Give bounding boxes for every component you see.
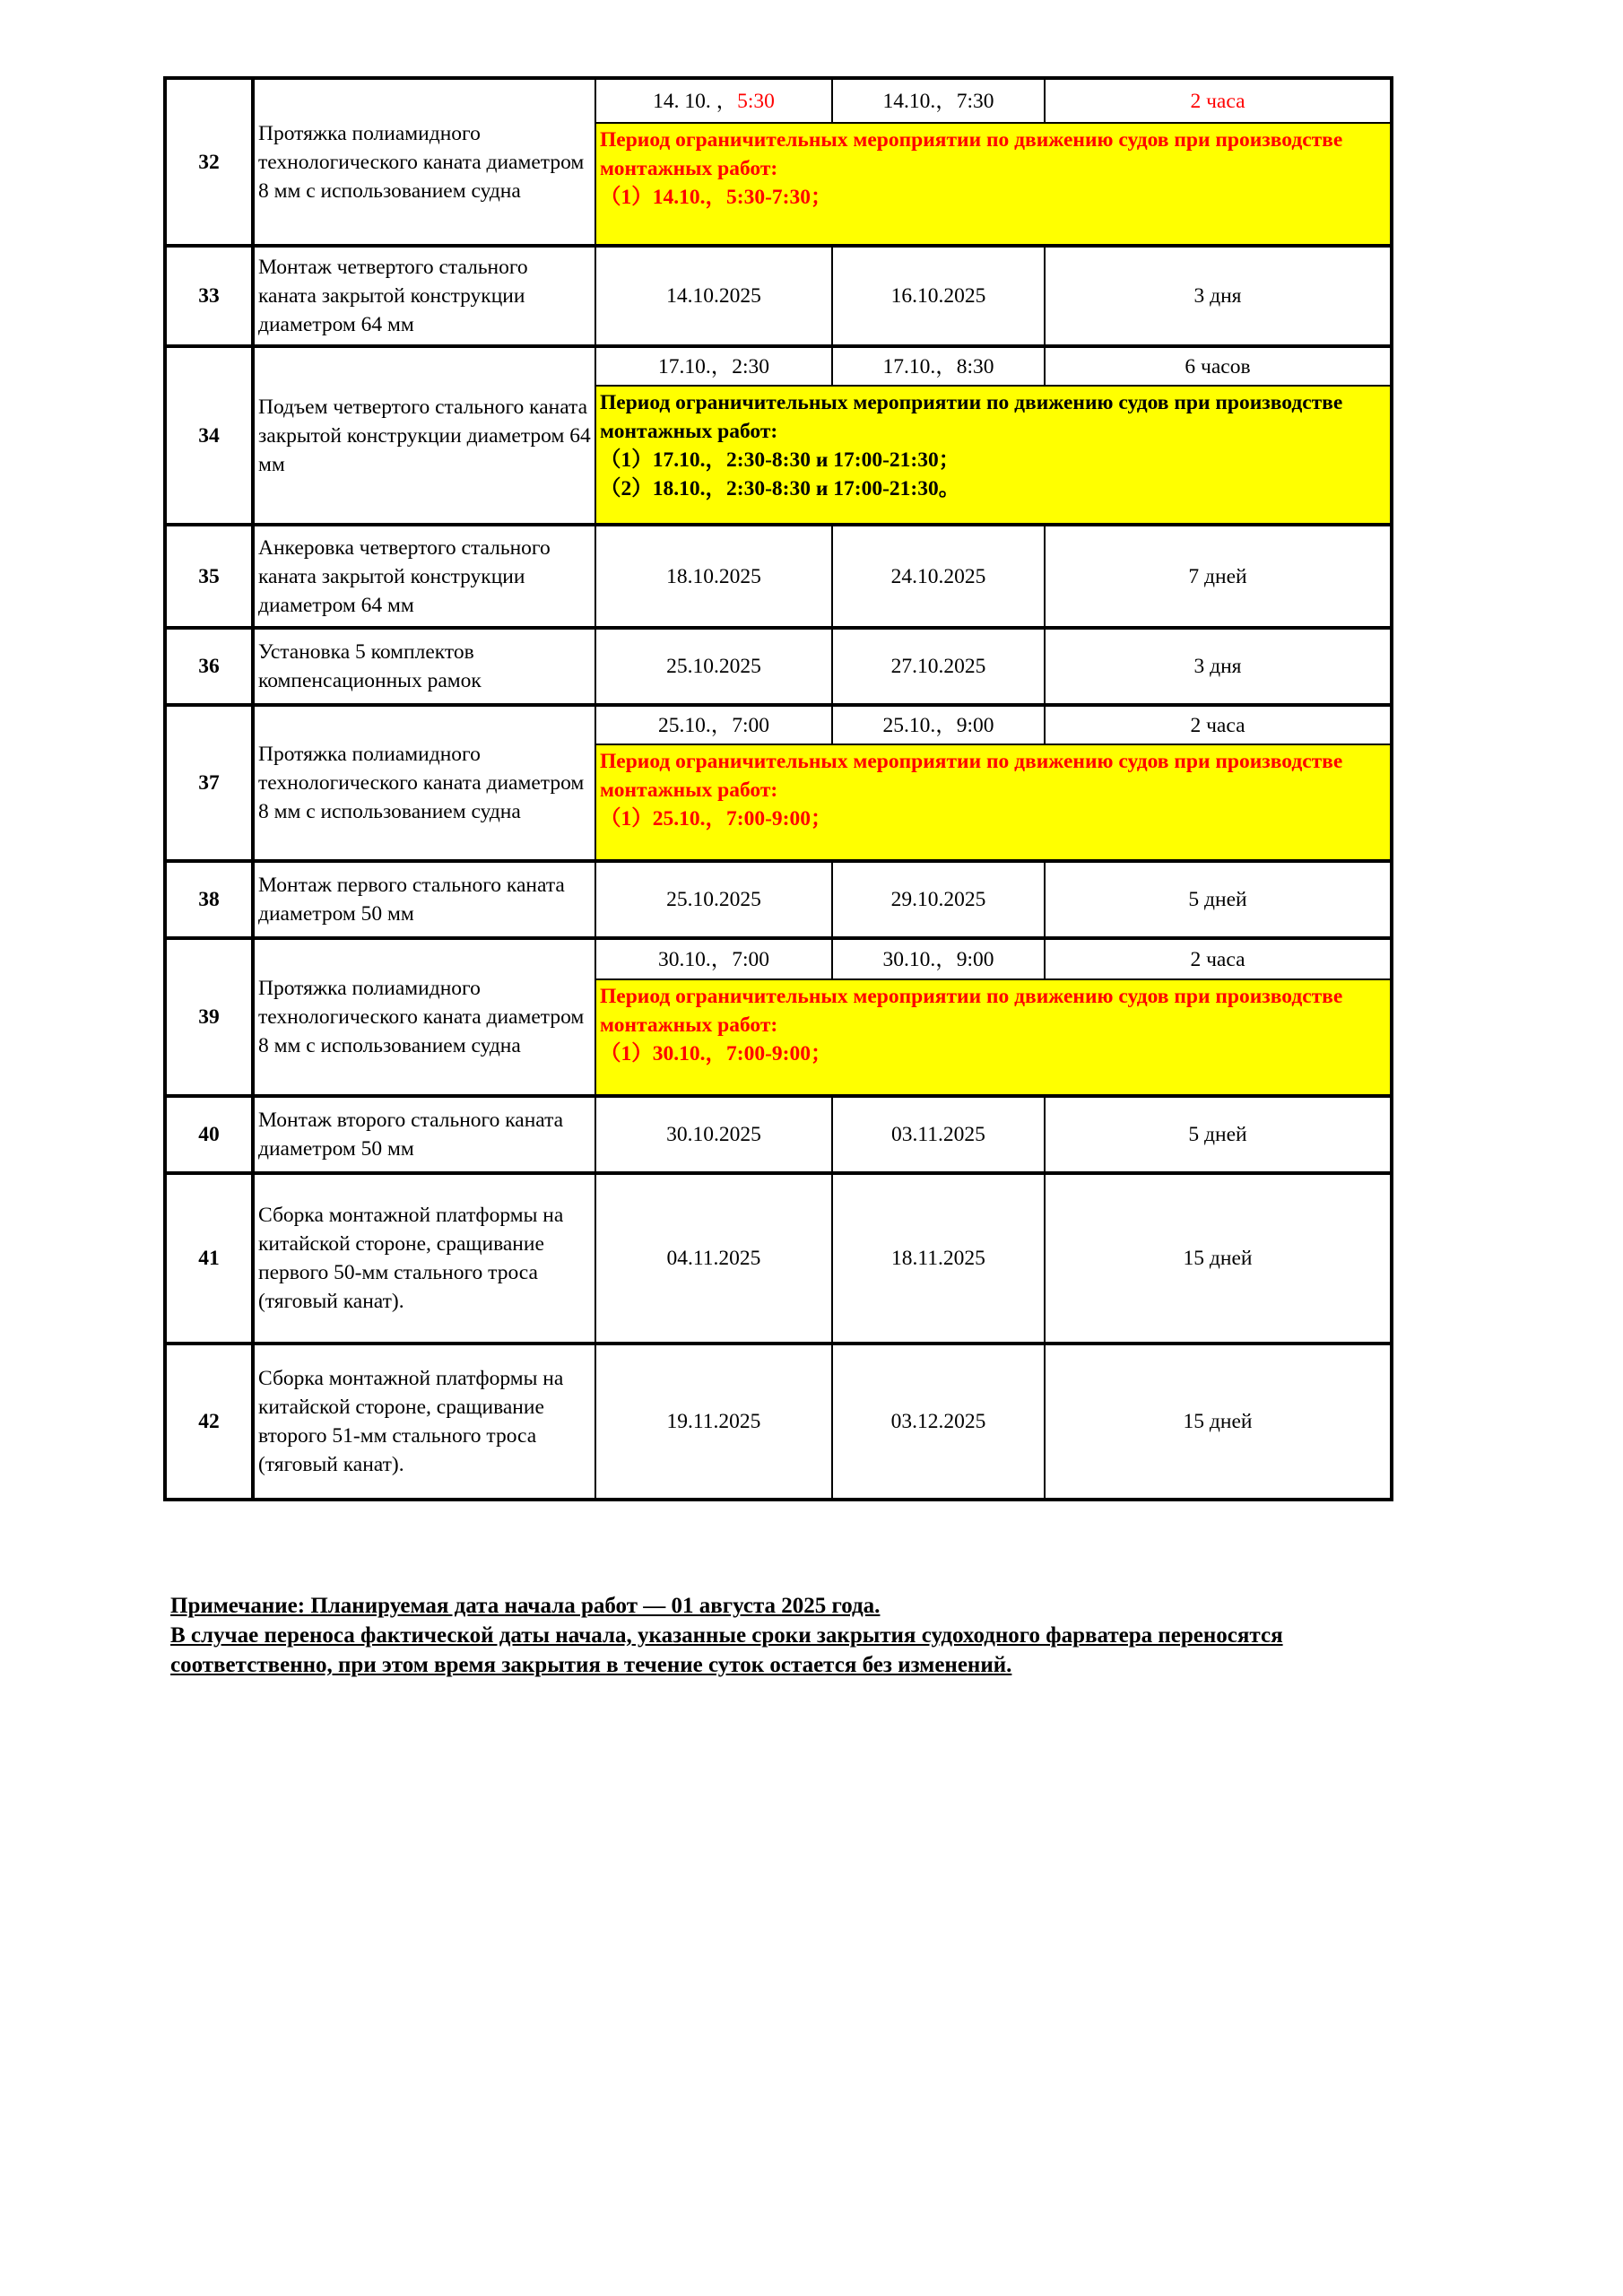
start-date: 30.10.2025	[595, 1096, 832, 1173]
row-number: 38	[165, 861, 253, 938]
task-description: Установка 5 комплектов компенсационных рамок	[253, 628, 595, 705]
task-description: Анкеровка четвертого стального каната закрытой конструкции диаметром 64 мм	[253, 525, 595, 628]
duration: 6 часов	[1045, 346, 1392, 386]
duration: 3 дня	[1045, 628, 1392, 705]
start-date: 19.11.2025	[595, 1344, 832, 1500]
row-number: 41	[165, 1173, 253, 1344]
task-description: Монтаж второго стального каната диаметром 50 мм	[253, 1096, 595, 1173]
row-number: 42	[165, 1344, 253, 1500]
start-date: 25.10.2025	[595, 628, 832, 705]
end-datetime: 14.10.，7:30	[832, 78, 1045, 123]
task-description: Протяжка полиамидного технологического каната диаметром 8 мм с использованием судна	[253, 705, 595, 861]
task-description: Сборка монтажной платформы на китайской стороне, сращивание второго 51-мм стального троса (тяговый канат).	[253, 1344, 595, 1500]
row-number: 35	[165, 525, 253, 628]
duration: 2 часа	[1045, 78, 1392, 123]
restriction-note	[595, 979, 1392, 1096]
restriction-title: Период ограничительных мероприятии по движению судов при производстве монтажных работ:	[600, 391, 1343, 443]
restriction-title: Период ограничительных мероприятии по движению судов при производстве монтажных работ:	[600, 985, 1343, 1037]
task-description: Монтаж четвертого стального каната закрытой конструкции диаметром 64 мм	[253, 246, 595, 346]
start-date: 18.10.2025	[595, 525, 832, 628]
restriction-note	[595, 123, 1392, 246]
end-date: 18.11.2025	[832, 1173, 1045, 1344]
row-number: 32	[165, 78, 253, 246]
task-description: Протяжка полиамидного технологического каната диаметром 8 мм с использованием судна	[253, 938, 595, 1096]
restriction-title: Период ограничительных мероприятии по движению судов при производстве монтажных работ:	[600, 128, 1343, 180]
end-date: 03.11.2025	[832, 1096, 1045, 1173]
restriction-note	[595, 386, 1392, 525]
restriction-period: （2）18.10.，2:30-8:30 и 17:00-21:30。	[600, 477, 960, 500]
duration: 2 часа	[1045, 705, 1392, 744]
end-date: 24.10.2025	[832, 525, 1045, 628]
restriction-period: （1）30.10.，7:00-9:00；	[600, 1042, 832, 1065]
end-datetime: 17.10.，8:30	[832, 346, 1045, 386]
restriction-title: Период ограничительных мероприятии по движению судов при производстве монтажных работ:	[600, 750, 1343, 802]
footnote-shift-rule: В случае переноса фактической даты начала, указанные сроки закрытия судоходного фарватера переносятся соответственно, при этом время закрытия в течение суток остается без изменений.	[170, 1623, 1283, 1677]
task-description: Монтаж первого стального каната диаметром 50 мм	[253, 861, 595, 938]
start-datetime: 25.10.，7:00	[595, 705, 832, 744]
restriction-period: （1）14.10.，5:30-7:30；	[600, 186, 832, 209]
end-datetime: 30.10.，9:00	[832, 938, 1045, 979]
start-date: 14.10.2025	[595, 246, 832, 346]
duration: 2 часа	[1045, 938, 1392, 979]
restriction-note	[595, 744, 1392, 861]
start-datetime: 14. 10. ，5:30	[595, 78, 832, 123]
end-date: 03.12.2025	[832, 1344, 1045, 1500]
end-datetime: 25.10.，9:00	[832, 705, 1045, 744]
footnote	[170, 1591, 1426, 1680]
duration: 5 дней	[1045, 1096, 1392, 1173]
row-number: 39	[165, 938, 253, 1096]
task-description: Сборка монтажной платформы на китайской стороне, сращивание первого 50-мм стального троса (тяговый канат).	[253, 1173, 595, 1344]
row-number: 33	[165, 246, 253, 346]
row-number: 36	[165, 628, 253, 705]
restriction-period: （1）25.10.，7:00-9:00；	[600, 807, 832, 831]
row-number: 40	[165, 1096, 253, 1173]
end-date: 27.10.2025	[832, 628, 1045, 705]
duration: 5 дней	[1045, 861, 1392, 938]
duration: 3 дня	[1045, 246, 1392, 346]
duration: 15 дней	[1045, 1173, 1392, 1344]
start-datetime: 30.10.，7:00	[595, 938, 832, 979]
end-date: 29.10.2025	[832, 861, 1045, 938]
end-date: 16.10.2025	[832, 246, 1045, 346]
restriction-period: （1）17.10.，2:30-8:30 и 17:00-21:30；	[600, 448, 960, 472]
footnote-start-date: Примечание: Планируемая дата начала работ — 01 августа 2025 года.	[170, 1594, 881, 1618]
duration: 7 дней	[1045, 525, 1392, 628]
task-description: Протяжка полиамидного технологического каната диаметром 8 мм с использованием судна	[253, 78, 595, 246]
start-date: 04.11.2025	[595, 1173, 832, 1344]
duration: 15 дней	[1045, 1344, 1392, 1500]
start-date: 25.10.2025	[595, 861, 832, 938]
row-number: 34	[165, 346, 253, 525]
schedule-table	[163, 76, 1393, 1501]
start-datetime: 17.10.，2:30	[595, 346, 832, 386]
task-description: Подъем четвертого стального каната закрытой конструкции диаметром 64 мм	[253, 346, 595, 525]
row-number: 37	[165, 705, 253, 861]
